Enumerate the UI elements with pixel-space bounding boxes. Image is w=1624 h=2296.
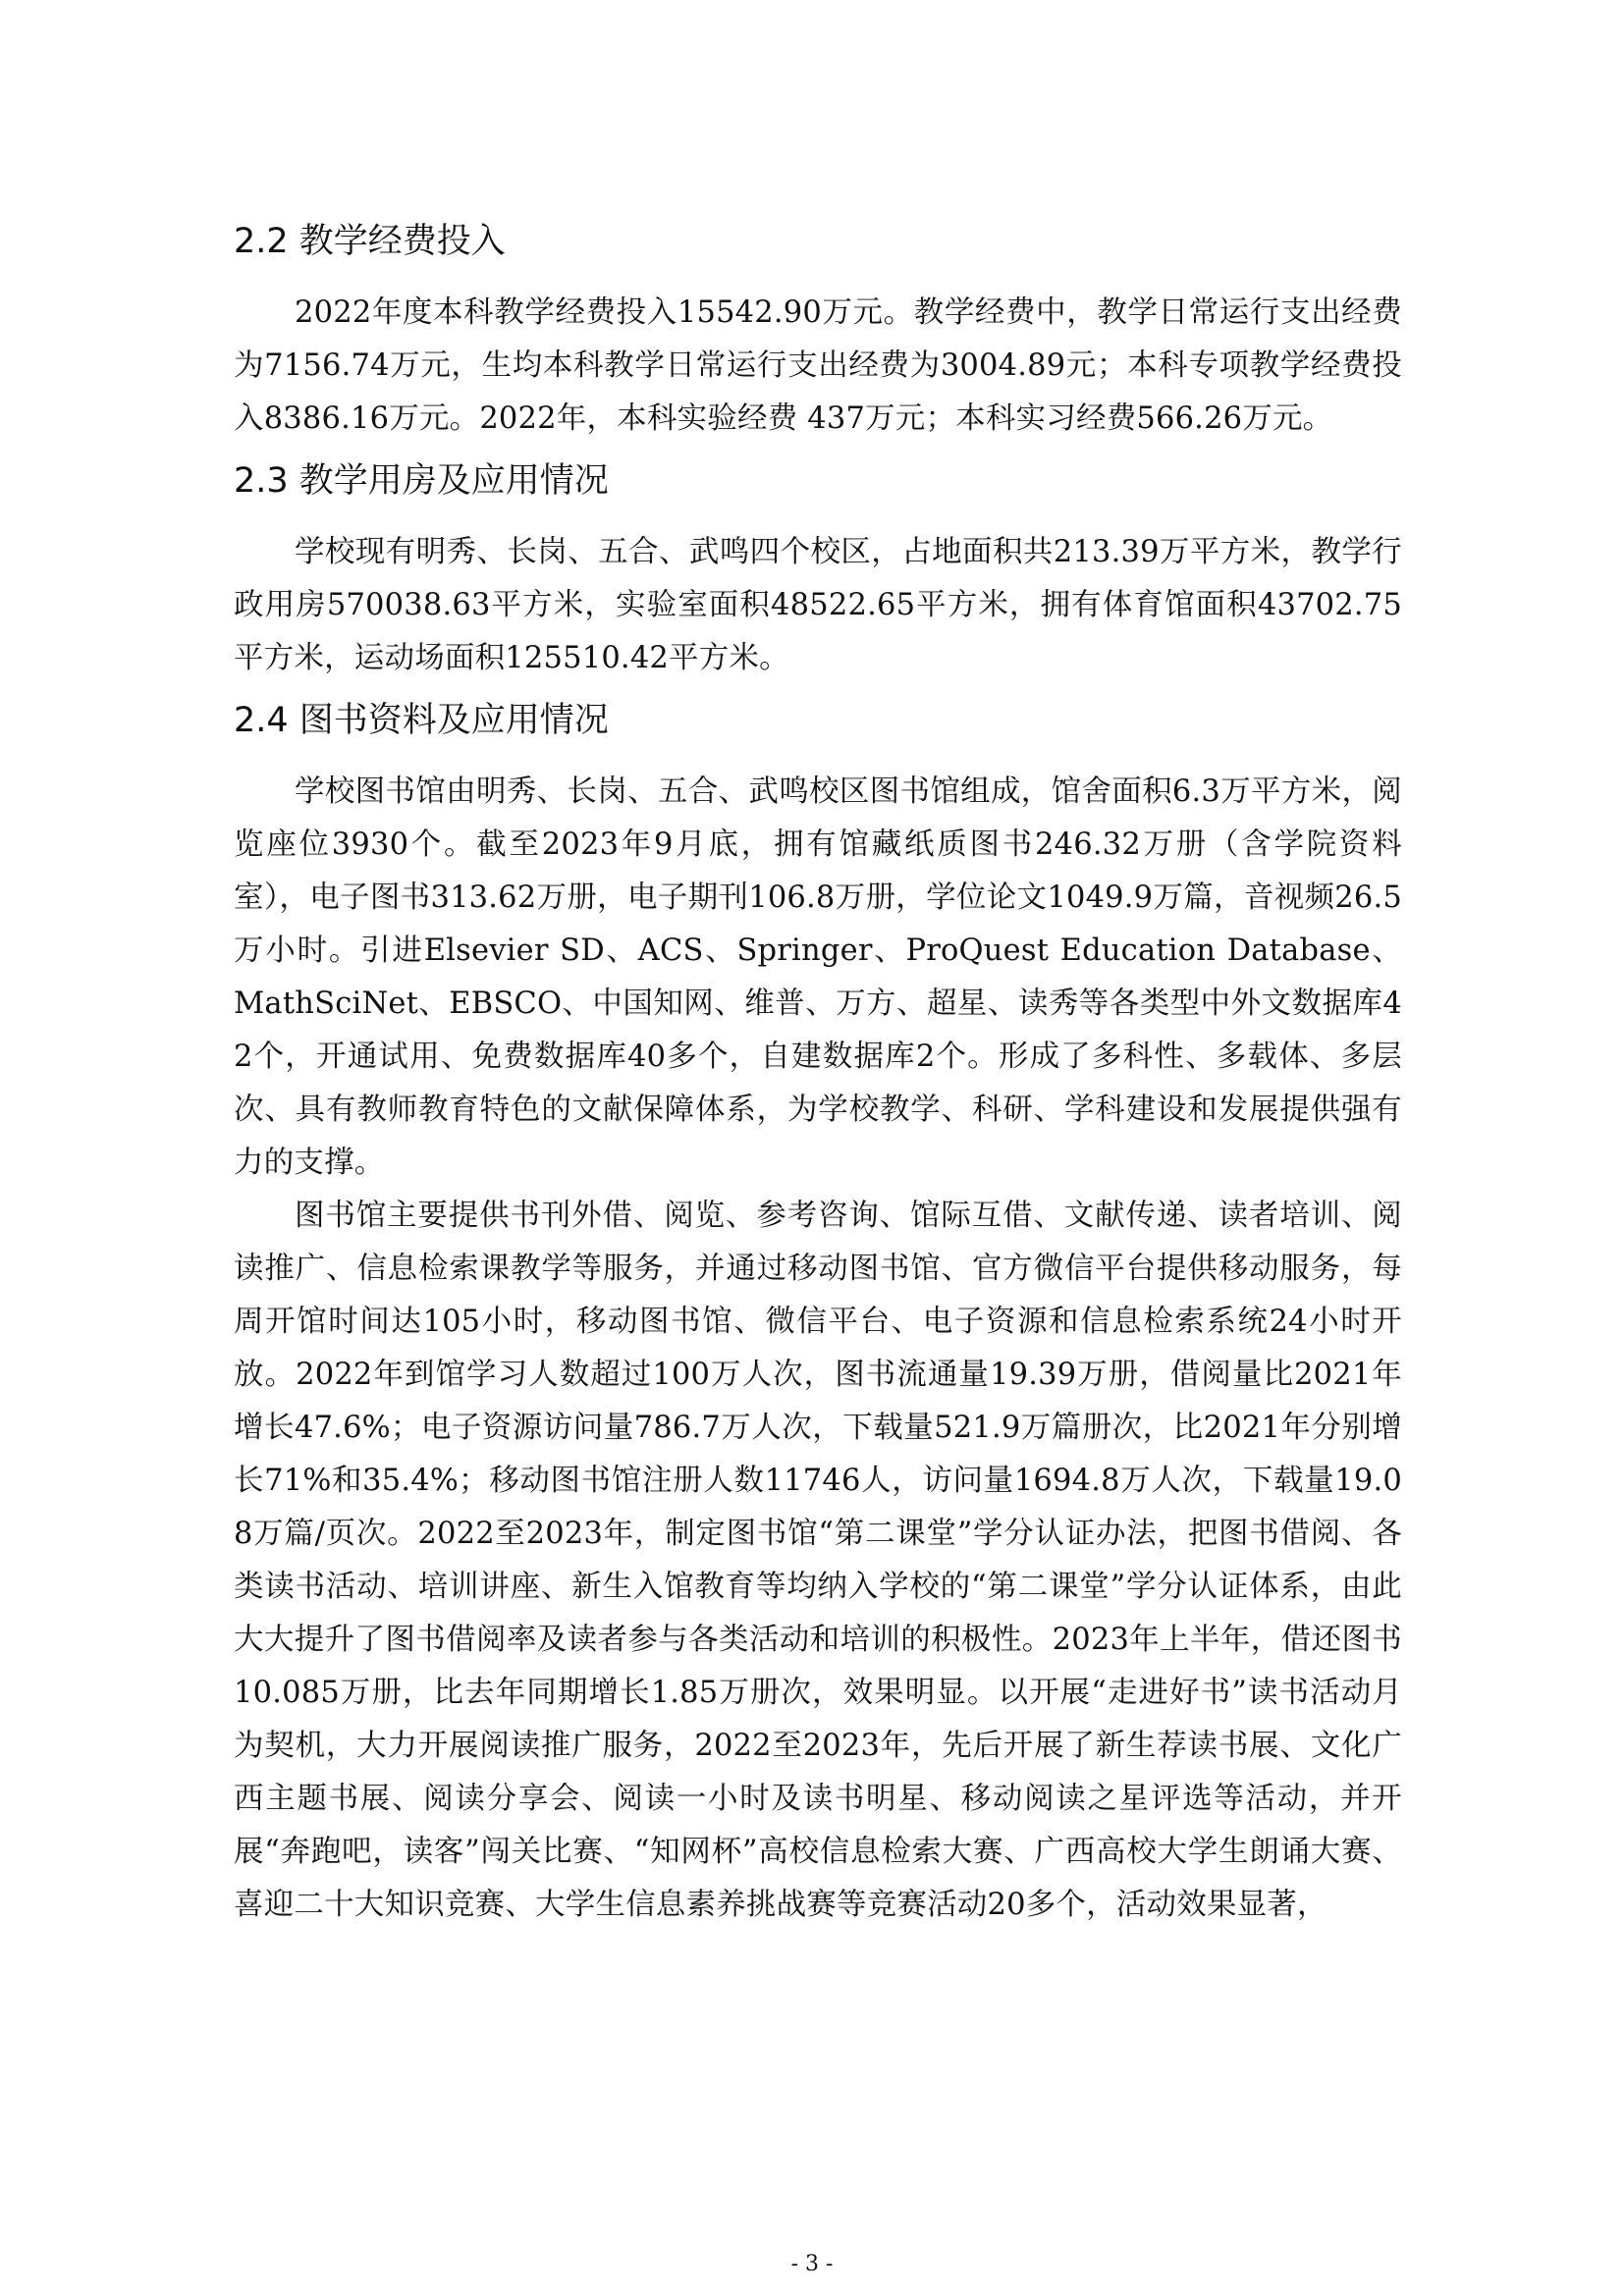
page-content — [234, 218, 1402, 1944]
section-heading: 2.4 图书资料及应用情况 — [234, 701, 609, 740]
paragraph: 学校图书馆由明秀、长岗、五合、武鸣校区图书馆组成，馆舍面积6.3万平方米，阅览座位3930个。截至2023年9月底，拥有馆藏纸质图书246.32万册（含学院资料室），电子图书313.62万册，电子期刊106.8万册，学位论文1049.9万篇，音视频26.5万小时。引进Elsevier SD、ACS、Springer、ProQuest Education Database、MathSciNet、EBSCO、中国知网、维普、万方、超星、读秀等各类型中外文数据库42个，开通试用、免费数据库40多个，自建数据库2个。形成了多科性、多载体、多层次、具有教师教育特色的文献保障体系，为学校教学、科研、学科建设和发展提供强有力的支撑。 — [234, 774, 1402, 1180]
section-heading: 2.3 教学用房及应用情况 — [234, 461, 609, 501]
section-heading: 2.2 教学经费投入 — [234, 222, 506, 261]
paragraph: 学校现有明秀、长岗、五合、武鸣四个校区，占地面积共213.39万平方米，教学行政用房570038.63平方米，实验室面积48522.65平方米，拥有体育馆面积43702.75平方米，运动场面积125510.42平方米。 — [234, 535, 1402, 675]
section-library-resources — [234, 697, 1402, 1932]
section-teaching-funds — [234, 218, 1402, 446]
section-teaching-buildings — [234, 457, 1402, 685]
page-number: - 3 - — [790, 2252, 834, 2276]
paragraph: 图书馆主要提供书刊外借、阅览、参考咨询、馆际互借、文献传递、读者培训、阅读推广、信息检索课教学等服务，并通过移动图书馆、官方微信平台提供移动服务，每周开馆时间达105小时，移动图书馆、微信平台、电子资源和信息检索系统24小时开放。2022年到馆学习人数超过100万人次，图书流通量19.39万册，借阅量比2021年增长47.6%；电子资源访问量786.7万人次，下载量521.9万篇册次，比2021年分别增长71%和35.4%；移动图书馆注册人数11746人，访问量1694.8万人次，下载量19.08万篇/页次。2022至2023年，制定图书馆“第二课堂”学分认证办法，把图书借阅、各类读书活动、培训讲座、新生入馆教育等均纳入学校的“第二课堂”学分认证体系，由此大大提升了图书借阅率及读者参与各类活动和培训的积极性。2023年上半年，借还图书10.085万册，比去年同期增长1.85万册次，效果明显。以开展“走进好书”读书活动月为契机，大力开展阅读推广服务，2022至2023年，先后开展了新生荐读书展、文化广西主题书展、阅读分享会、阅读一小时及读书明星、移动阅读之星评选等活动，并开展“奔跑吧，读客”闯关比赛、“知网杯”高校信息检索大赛、广西高校大学生朗诵大赛、喜迎二十大知识竞赛、大学生信息素养挑战赛等竞赛活动20多个，活动效果显著， — [234, 1199, 1402, 1922]
paragraph: 2022年度本科教学经费投入15542.90万元。教学经费中，教学日常运行支出经费为7156.74万元，生均本科教学日常运行支出经费为3004.89元；本科专项教学经费投入8386.16万元。2022年，本科实验经费 437万元；本科实习经费566.26万元。 — [234, 295, 1402, 436]
